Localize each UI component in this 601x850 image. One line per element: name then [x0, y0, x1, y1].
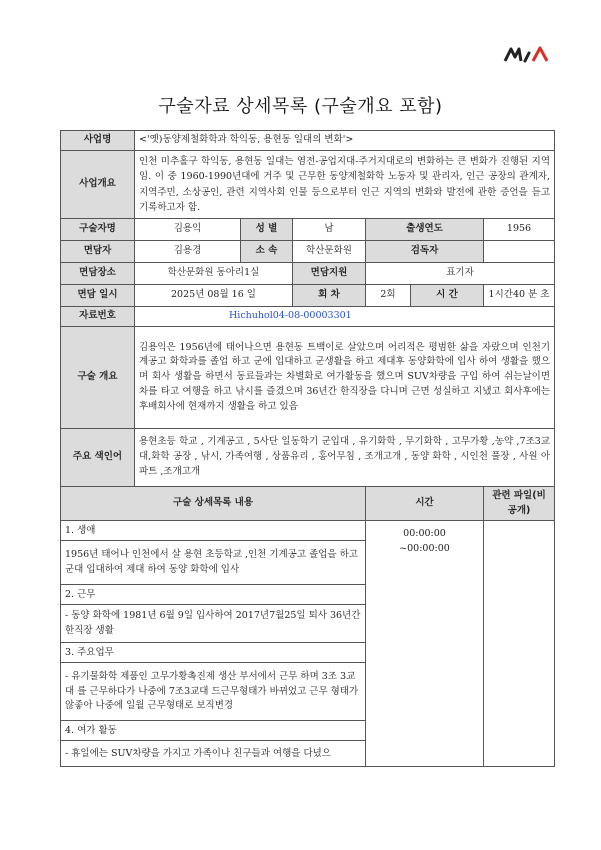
institution-logo — [503, 45, 549, 63]
detail-header: 구술 상세목록 내용 — [61, 487, 366, 521]
section-text: 1956년 태어나 인천에서 살 용현 초등학교 ,인천 기계공고 졸업을 하고 군대 입대하여 제대 하여 동양 화학에 입사 — [61, 541, 366, 585]
interviewee-label: 구술자명 — [61, 219, 135, 241]
document-title: 구술자료 상세목록 (구술개요 포함) — [158, 96, 443, 117]
project-summary-value: 인천 미추홀구 학익동, 용현동 일대는 염전-공업지대-주거지대로의 변화하는 큰 변화가 진행된 지역임. 이 중 1960-1990년대에 거주 및 근무한 동양제철화학 노동자 및 관리자, 인근 공장의 관계자, 지역주민, 소상공인, 관련 지역사회 인물 등으로부터 인근 지역의 변화와 발전에 관한 증언을 듣고 기록하고자 함. — [135, 151, 555, 219]
project-label: 사업명 — [61, 131, 135, 151]
files-header: 관련 파일(비공개) — [484, 487, 555, 521]
project-summary-label: 사업개요 — [61, 151, 135, 219]
section-title: 4. 여가 활동 — [61, 721, 366, 741]
gender-value: 남 — [293, 219, 366, 241]
section-title: 3. 주요업무 — [61, 643, 366, 663]
time-range-start: 00:00:00 — [403, 528, 446, 540]
keywords-label: 주요 색인어 — [61, 429, 135, 487]
section-title: 2. 근무 — [61, 585, 366, 605]
place-value: 학산문화원 동아리1실 — [135, 263, 293, 285]
support-value: 표기자 — [366, 263, 555, 285]
datetime-label: 면담 일시 — [61, 285, 135, 307]
session-value: 2회 — [366, 285, 411, 307]
reviewer-label: 검독자 — [366, 241, 484, 263]
project-value: <'옛)동양제철화학과 학익동, 용현동 일대의 변화'> — [135, 131, 555, 151]
related-files-cell — [484, 521, 555, 767]
summary-value: 김용익은 1956년에 태어나으면 용현동 트백이로 살았으며 어리적은 평범한 삶을 자랐으며 인천기계공고 화학과를 졸업 하고 군에 입대하고 군생활을 하고 제대후 동양화학에 입사 하여 생활을 했으며 회사 생활을 하면서 동료들과는 차별화로 여가활동을 했으며 SUV차량을 구입 하여 쉬는날이면 차를 타고 여행을 하고 낚시를 즐겼으며 36년간 한직장을 다니며 근면 성실하고 지냈고 회사후에는 후배회사에 현재까지 생활을 하고 있음 — [135, 327, 555, 429]
section-text: - 휴일에는 SUV차량을 가지고 가족이나 친구들과 여행을 다녔으 — [61, 741, 366, 767]
interviewer-value: 김용경 — [135, 241, 241, 263]
time-header: 시간 — [366, 487, 484, 521]
summary-label: 구술 개요 — [61, 327, 135, 429]
section-text: - 유기물화학 제품인 고무가황촉진제 생산 부서에서 근무 하며 3조 3교대 를 근무하다가 나중에 7조3교대 드근무형태가 바뀌었고 근무 형태가 않좋아 나중에 일월 근무형태로 보직변경 — [61, 663, 366, 721]
birth-year-label: 출생연도 — [366, 219, 484, 241]
reviewer-value — [484, 241, 555, 263]
duration-label: 시 간 — [411, 285, 484, 307]
affiliation-label: 소 속 — [241, 241, 293, 263]
section-title: 1. 생애 — [61, 521, 366, 541]
place-label: 면담장소 — [61, 263, 135, 285]
record-id-label: 자료번호 — [61, 307, 135, 327]
interviewer-label: 면담자 — [61, 241, 135, 263]
record-id-value: Hichuhol04-08-00003301 — [135, 307, 555, 327]
duration-value: 1시간40 분 초 — [484, 285, 555, 307]
datetime-value: 2025년 08월 16 일 — [135, 285, 293, 307]
time-range-end: ~00:00:00 — [399, 543, 450, 555]
time-range-cell — [366, 521, 484, 767]
affiliation-value: 학산문화원 — [293, 241, 366, 263]
birth-year-value: 1956 — [484, 219, 555, 241]
section-text: - 동양 화학에 1981년 6월 9일 입사하여 2017년7월25일 퇴사 36년간 한직장 생활 — [61, 605, 366, 643]
keywords-value: 용현초등 학교 , 기계공고 , 5사단 일동학기 군입대 , 유기화학 , 무기화학 , 고무가황 ,농약 ,7조3교대,화학 공장 , 낚시, 가족여행 , 상품유리 , 홍어무침 , 조개고개 , 동양 화학 , 시인천 풀장 , 사원 아파트 ,조개고개 — [135, 429, 555, 487]
session-label: 회 차 — [293, 285, 366, 307]
support-label: 면담지원 — [293, 263, 366, 285]
oral-record-table — [60, 130, 555, 767]
gender-label: 성 별 — [241, 219, 293, 241]
interviewee-value: 김용익 — [135, 219, 241, 241]
